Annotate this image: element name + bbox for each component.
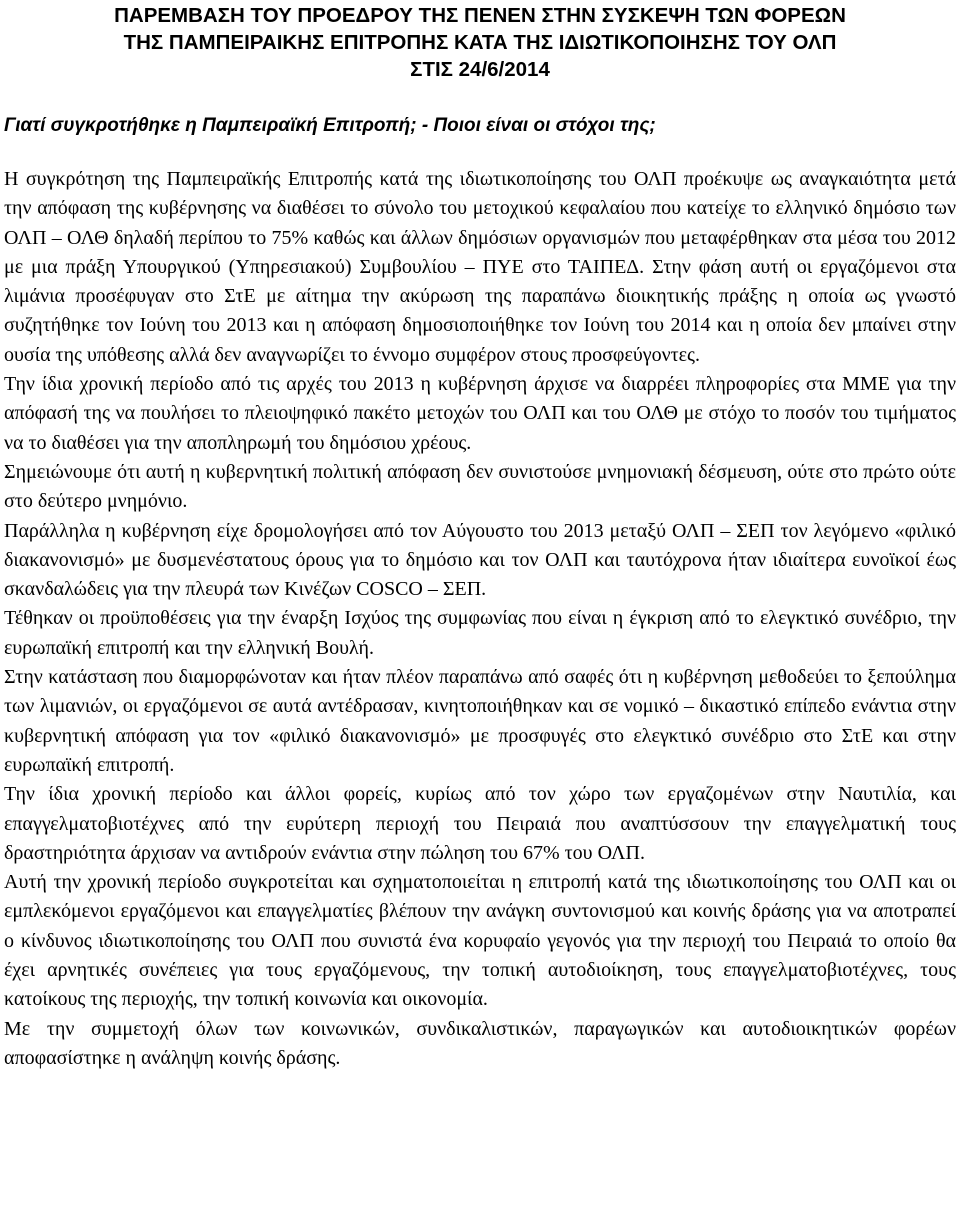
paragraph: Η συγκρότηση της Παμπειραϊκής Επιτροπής κατά της ιδιωτικοποίησης του ΟΛΠ προέκυψε ως αναγκαιότητα μετά την απόφαση της κυβέρνησης να διαθέσει το σύνολο του μετοχικού κεφαλαίου που κατείχε το ελληνικό δημόσιο των ΟΛΠ – ΟΛΘ δηλαδή περίπου το 75% καθώς και άλλων δημόσιων οργανισμών που μεταφέρθηκαν στα μέσα του 2012 με μια πράξη Υπουργικού (Υπηρεσιακού) Συμβουλίου – ΠΥΕ στο ΤΑΙΠΕΔ. Στην φάση αυτή οι εργαζόμενοι στα λιμάνια προσέφυγαν στο ΣτΕ με αίτημα την ακύρωση της παραπάνω διοικητικής πράξης η οποία ως γνωστό συζητήθηκε τον Ιούνη του 2013 και η απόφαση δημοσιοποιήθηκε τον Ιούνη του 2014 και η οποία δεν μπαίνει στην ουσία της υπόθεσης αλλά δεν αναγνωρίζει το έννομο συμφέρον στους προσφεύγοντες. [4, 168, 956, 366]
paragraph: Με την συμμετοχή όλων των κοινωνικών, συνδικαλιστικών, παραγωγικών και αυτοδιοικητικών φορέων αποφασίστηκε η ανάληψη κοινής δράσης. [4, 1017, 956, 1069]
paragraph: Αυτή την χρονική περίοδο συγκροτείται και σχηματοποιείται η επιτροπή κατά της ιδιωτικοποίησης του ΟΛΠ και οι εμπλεκόμενοι εργαζόμενοι και επαγγελματίες βλέπουν την ανάγκη συντονισμού και κοινής δράσης για να αποτραπεί ο κίνδυνος ιδιωτικοποίησης του ΟΛΠ που συνιστά ένα κορυφαίο γεγονός για την περιοχή του Πειραιά το οποίο θα έχει αρνητικές συνέπειες για τους εργαζόμενους, την τοπική αυτοδιοίκηση, τους επαγγελματοβιοτέχνες, τους κατοίκους της περιοχής, την τοπική κοινωνία και οικονομία. [4, 871, 956, 1011]
section-heading: Γιατί συγκροτήθηκε η Παμπειραϊκή Επιτροπή; - Ποιοι είναι οι στόχοι της; [4, 115, 656, 136]
title-line: ΤΗΣ ΠΑΜΠΕΙΡΑΙΚΗΣ ΕΠΙΤΡΟΠΗΣ ΚΑΤΑ ΤΗΣ ΙΔΙΩΤΙΚΟΠΟΙΗΣΗΣ ΤΟΥ ΟΛΠ [123, 31, 837, 54]
paragraph: Παράλληλα η κυβέρνηση είχε δρομολογήσει από τον Αύγουστο του 2013 μεταξύ ΟΛΠ – ΣΕΠ τον λεγόμενο «φιλικό διακανονισμό» με δυσμενέστατους όρους για το δημόσιο και τον ΟΛΠ και ταυτόχρονα ήταν ιδιαίτερα ευνοϊκοί έως σκανδαλώδεις για την πλευρά των Κινέζων COSCO – ΣΕΠ. [4, 519, 956, 601]
title-line: ΣΤΙΣ 24/6/2014 [410, 58, 550, 81]
paragraph: Τέθηκαν οι προϋποθέσεις για την έναρξη Ισχύος της συμφωνίας που είναι η έγκριση από το ελεγκτικό συνέδριο, την ευρωπαϊκή επιτροπή και την ελληνική Βουλή. [4, 607, 956, 659]
document-title [4, 0, 956, 83]
paragraph: Την ίδια χρονική περίοδο και άλλοι φορείς, κυρίως από τον χώρο των εργαζομένων στην Ναυτιλία, και επαγγελματοβιοτέχνες από την ευρύτερη περιοχή του Πειραιά που αναπτύσσουν την επαγγελματική τους δραστηριότητα άρχισαν να αντιδρούν ενάντια στην πώληση του 67% του ΟΛΠ. [4, 783, 956, 864]
paragraph: Την ίδια χρονική περίοδο από τις αρχές του 2013 η κυβέρνηση άρχισε να διαρρέει πληροφορίες στα ΜΜΕ για την απόφασή της να πουλήσει το πλειοψηφικό πακέτο μετοχών του ΟΛΠ και του ΟΛΘ με στόχο το ποσόν του τιμήματος να το διαθέσει για την αποπληρωμή του δημόσιου χρέους. [4, 373, 956, 454]
document-body [4, 165, 956, 1073]
paragraph: Σημειώνουμε ότι αυτή η κυβερνητική πολιτική απόφαση δεν συνιστούσε μνημονιακή δέσμευση, ούτε στο πρώτο ούτε στο δεύτερο μνημόνιο. [4, 460, 956, 513]
title-line: ΠΑΡΕΜΒΑΣΗ ΤΟΥ ΠΡΟΕΔΡΟΥ ΤΗΣ ΠΕΝΕΝ ΣΤΗΝ ΣΥΣΚΕΨΗ ΤΩΝ ΦΟΡΕΩΝ [114, 4, 846, 27]
paragraph: Στην κατάσταση που διαμορφώνοταν και ήταν πλέον παραπάνω από σαφές ότι η κυβέρνηση μεθοδεύει το ξεπούλημα των λιμανιών, οι εργαζόμενοι σε αυτά αντέδρασαν, κινητοποιήθηκαν και σε νομικό – δικαστικό επίπεδο ενάντια στην κυβερνητική απόφαση για τον «φιλικό διακανονισμό» με προσφυγές στο ελεγκτικό συνέδριο στο ΣτΕ και στην ευρωπαϊκή επιτροπή. [4, 666, 956, 776]
